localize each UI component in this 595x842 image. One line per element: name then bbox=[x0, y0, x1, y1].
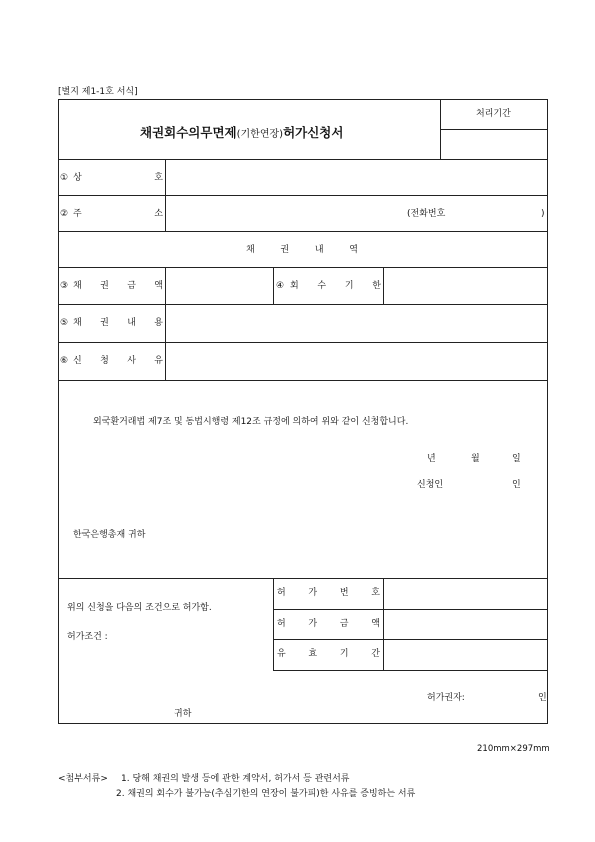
attachment-item: 1. 당해 채권의 발생 등에 관한 계약서, 허가서 등 관련서류 bbox=[121, 774, 350, 784]
content-label: 채 권 내 용 bbox=[73, 318, 163, 328]
permit-amount-label: 허 가 금 액 bbox=[277, 619, 380, 629]
divider bbox=[383, 578, 384, 670]
address-label: 주 소 bbox=[73, 209, 163, 219]
section-header: 채 권 내 역 bbox=[246, 245, 358, 255]
attachment-item: 2. 채권의 회수가 불가능(추심기한의 연장이 불가피)한 사유를 증빙하는 서류 bbox=[116, 789, 416, 799]
divider bbox=[58, 231, 548, 232]
reason-label: 신 청 사 유 bbox=[73, 356, 163, 366]
approver-seal: 인 bbox=[538, 693, 547, 703]
period-label: 회 수 기 한 bbox=[290, 281, 381, 291]
year-label: 년 bbox=[427, 454, 436, 464]
row-number: ⑥ bbox=[60, 356, 69, 366]
approval-statement: 위의 신청을 다음의 조건으로 허가함. bbox=[67, 603, 212, 613]
divider bbox=[273, 639, 548, 640]
divider bbox=[58, 195, 548, 196]
form-title: 채권회수의무면제(기한연장)허가신청서 bbox=[140, 125, 344, 140]
approver-label: 허가권자: bbox=[427, 693, 465, 703]
divider bbox=[58, 267, 548, 268]
divider bbox=[58, 578, 548, 579]
phone-close: ) bbox=[541, 209, 545, 219]
approval-addressee: 귀하 bbox=[174, 709, 192, 719]
applicant-label: 신청인 bbox=[417, 480, 444, 490]
permit-number-label: 허 가 번 호 bbox=[277, 588, 380, 598]
company-label: 상 호 bbox=[73, 173, 163, 183]
processing-period-label: 처리기간 bbox=[476, 109, 511, 119]
divider bbox=[58, 159, 548, 160]
application-addressee: 한국은행총재 귀하 bbox=[73, 530, 146, 540]
month-label: 월 bbox=[471, 454, 480, 464]
divider bbox=[165, 159, 166, 231]
attachments-label: <첨부서류> bbox=[58, 774, 108, 784]
row-number: ④ bbox=[276, 281, 285, 291]
divider bbox=[273, 267, 274, 304]
divider bbox=[165, 267, 166, 380]
day-label: 일 bbox=[512, 454, 521, 464]
divider bbox=[273, 578, 274, 670]
row-number: ① bbox=[60, 173, 69, 183]
phone-label: (전화번호 bbox=[407, 209, 446, 219]
application-statement: 외국환거래법 제7조 및 동법시행령 제12조 규정에 의하여 위와 같이 신청합니다. bbox=[93, 417, 409, 427]
conditions-label: 허가조건 : bbox=[67, 632, 108, 642]
paper-size: 210mm×297mm bbox=[477, 744, 550, 754]
amount-label: 채 권 금 액 bbox=[73, 281, 163, 291]
divider bbox=[58, 342, 548, 343]
divider bbox=[440, 99, 441, 159]
applicant-seal: 인 bbox=[512, 480, 521, 490]
valid-period-label: 유 효 기 간 bbox=[277, 649, 380, 659]
divider bbox=[58, 380, 548, 381]
row-number: ② bbox=[60, 209, 69, 219]
divider bbox=[273, 609, 548, 610]
row-number: ③ bbox=[60, 281, 69, 291]
form-frame bbox=[58, 99, 548, 724]
divider bbox=[58, 304, 548, 305]
divider bbox=[383, 267, 384, 304]
divider bbox=[440, 129, 548, 130]
form-label: [별지 제1-1호 서식] bbox=[58, 87, 138, 97]
divider bbox=[273, 670, 548, 671]
row-number: ⑤ bbox=[60, 318, 69, 328]
